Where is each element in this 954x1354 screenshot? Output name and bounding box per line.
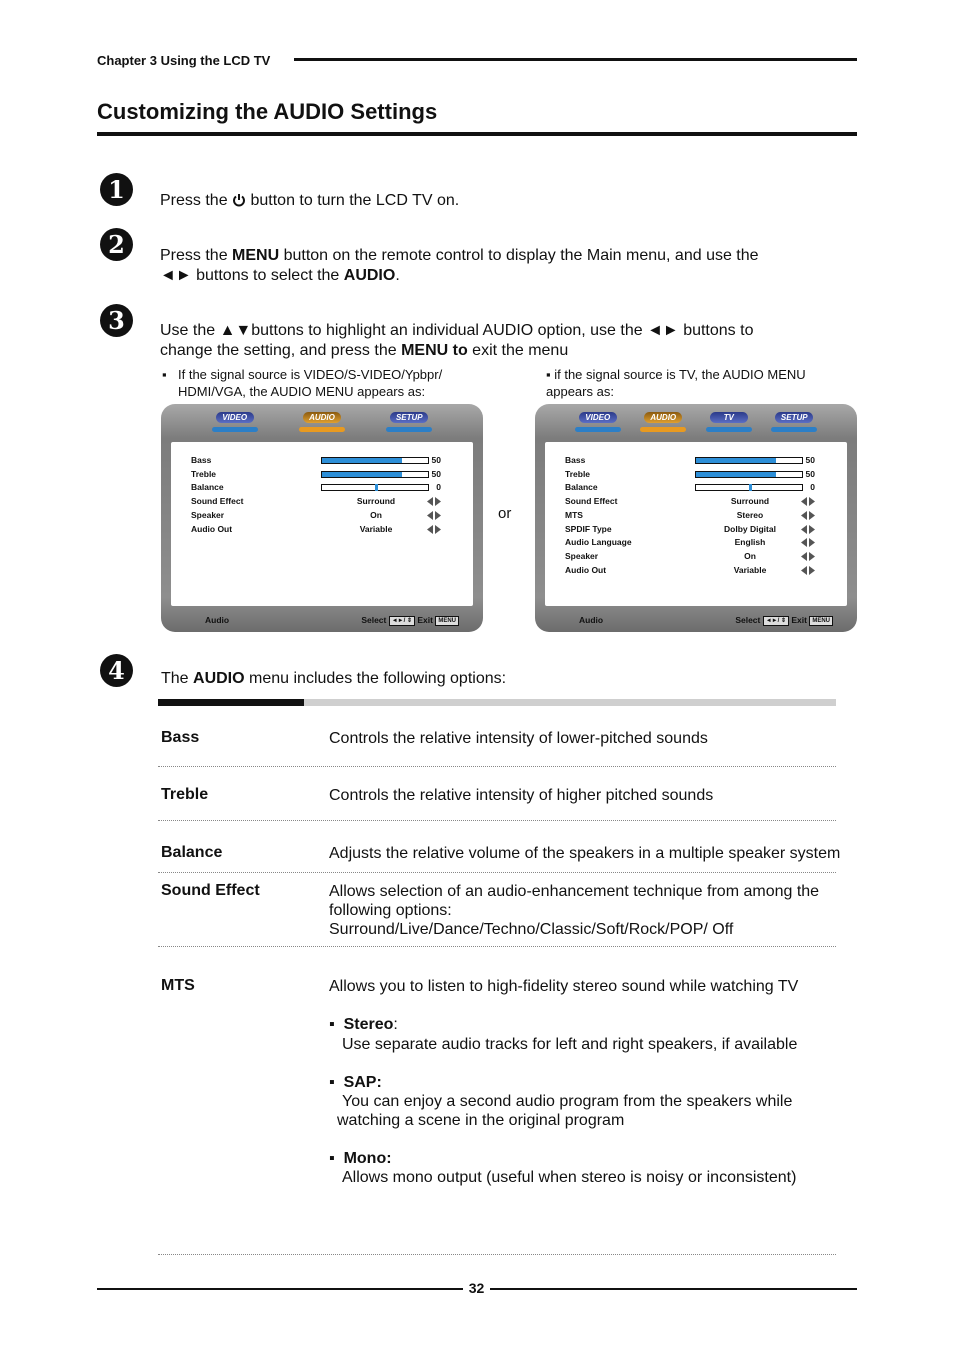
menu-row-label: Treble — [191, 468, 217, 479]
mts-sap-desc-1: You can enjoy a second audio program from the speakers while — [342, 1093, 793, 1110]
step-3-number: 3 — [100, 304, 133, 337]
table-header-bar-dark — [158, 699, 304, 706]
menu-row-label: Sound Effect — [565, 496, 618, 507]
menu-footer — [161, 609, 483, 629]
mts-mono: ▪ Mono: — [329, 1150, 392, 1167]
step-3-text: Use the ▲▼buttons to highlight an individual AUDIO option, use the ◄► buttons to change the setting, and press the MENU to exit the menu — [160, 322, 754, 359]
menu-row-value: Stereo — [736, 509, 764, 520]
mts-stereo: ▪ Stereo: — [329, 1016, 398, 1033]
footer-rule-left — [97, 1288, 463, 1290]
footer-rule-right — [490, 1288, 857, 1290]
desc-balance: Adjusts the relative volume of the speakers in a multiple speaker system — [329, 845, 841, 862]
desc-treble: Controls the relative intensity of higher pitched sounds — [329, 787, 714, 804]
menu-screen — [171, 442, 473, 606]
menu-tab-underline — [640, 427, 686, 432]
menu-tab-audio — [640, 410, 686, 436]
menu-row-label: Sound Effect — [191, 496, 244, 507]
menu-tab-label: VIDEO — [579, 412, 617, 423]
menu-tab-video — [575, 410, 621, 436]
menu-row-value: Variable — [733, 564, 767, 575]
menu-row-value: English — [734, 537, 766, 548]
menu-row — [565, 495, 827, 508]
menu-row — [191, 509, 453, 522]
menu-row-label: Balance — [565, 482, 598, 493]
menu-tab-underline — [386, 427, 432, 432]
left-right-arrows-icon — [801, 497, 815, 506]
menu-row-label: Audio Out — [191, 523, 233, 534]
slider-fill — [322, 458, 402, 463]
menu-tab-tv — [706, 410, 752, 436]
audio-menu-screenshot-av — [161, 404, 483, 632]
desc-bass: Controls the relative intensity of lower-pitched sounds — [329, 730, 708, 747]
options-intro: The AUDIO menu includes the following options: — [161, 670, 507, 687]
step-2-number: 2 — [100, 228, 133, 261]
note-bullet-left: ▪ — [162, 367, 167, 382]
title-rule — [97, 132, 857, 136]
or-label: or — [498, 505, 512, 522]
menu-tab-underline — [706, 427, 752, 432]
menu-tab-label: VIDEO — [216, 412, 254, 423]
slider-knob — [375, 484, 378, 491]
row-divider — [158, 820, 836, 821]
left-right-arrows-icon — [427, 497, 441, 506]
menu-row — [565, 481, 827, 494]
left-right-arrows-icon — [427, 511, 441, 520]
menu-row-label: Audio Out — [565, 564, 607, 575]
menu-tab-audio — [299, 410, 345, 436]
audio-menu-screenshot-tv — [535, 404, 857, 632]
power-icon — [232, 193, 246, 207]
desc-mts: Allows you to listen to high-fidelity stereo sound while watching TV — [329, 978, 799, 995]
menu-tabbar — [535, 410, 857, 440]
term-balance: Balance — [161, 844, 223, 861]
slider-knob — [749, 484, 752, 491]
slider-fill — [322, 472, 402, 477]
menu-tab-underline — [575, 427, 621, 432]
row-divider — [158, 872, 836, 873]
menu-row-value: 50 — [431, 455, 441, 465]
menu-footer-hints: Select ◄►/ ⇕ Exit MENU — [735, 615, 833, 626]
mts-sap-desc-2: watching a scene in the original program — [337, 1112, 625, 1129]
desc-sound-effect: Allows selection of an audio-enhancement technique from among the following options: Surround/Live/Dance/Techno/Classic/Soft/Rock/POP/ Off — [329, 883, 820, 938]
slider-fill — [696, 458, 776, 463]
menu-footer-title: Audio — [579, 615, 604, 625]
page-number: 32 — [468, 1280, 485, 1296]
menu-row-label: Audio Language — [565, 537, 632, 548]
table-header-bar-light — [304, 699, 836, 706]
row-divider — [158, 1254, 836, 1255]
menu-row-value: On — [744, 550, 756, 561]
step-1-post: button to turn the LCD TV on. — [246, 192, 460, 209]
term-treble: Treble — [161, 786, 209, 803]
chapter-label: Chapter 3 Using the LCD TV — [97, 53, 271, 68]
mts-stereo-desc: Use separate audio tracks for left and right speakers, if available — [342, 1036, 798, 1053]
menu-row — [191, 523, 453, 536]
menu-tab-label: AUDIO — [303, 412, 341, 423]
left-right-arrows-icon — [801, 566, 815, 575]
menu-tab-setup — [386, 410, 432, 436]
menu-row-label: MTS — [565, 509, 583, 520]
step-1-text — [160, 191, 459, 211]
row-divider — [158, 766, 836, 767]
menu-row-value: Surround — [356, 496, 396, 507]
menu-row-value: On — [370, 509, 382, 520]
left-right-arrows-icon — [801, 511, 815, 520]
left-right-arrows-icon — [801, 525, 815, 534]
menu-row-value: 0 — [436, 482, 441, 493]
menu-footer-title: Audio — [205, 615, 230, 625]
menu-row-label: Bass — [565, 455, 586, 465]
menu-tab-underline — [771, 427, 817, 432]
term-bass: Bass — [161, 729, 200, 746]
menu-row-value: 50 — [805, 468, 815, 479]
menu-footer-hints: Select ◄►/ ⇕ Exit MENU — [361, 615, 459, 626]
menu-row-value: Surround — [730, 496, 770, 507]
menu-row-value: 50 — [805, 455, 815, 465]
left-right-arrows-icon — [427, 525, 441, 534]
menu-row-value: Dolby Digital — [724, 523, 776, 534]
menu-row-label: Speaker — [565, 550, 599, 561]
menu-tabbar — [161, 410, 483, 440]
menu-row-value: Variable — [359, 523, 393, 534]
menu-tab-setup — [771, 410, 817, 436]
menu-tab-label: AUDIO — [644, 412, 682, 423]
note-left: If the signal source is VIDEO/S-VIDEO/Ypbpr/ HDMI/VGA, the AUDIO MENU appears as: — [178, 367, 443, 399]
menu-tab-label: SETUP — [390, 412, 428, 423]
menu-row-label: SPDIF Type — [565, 523, 612, 534]
mts-sap: ▪ SAP: — [329, 1074, 382, 1091]
menu-row — [191, 481, 453, 494]
menu-screen — [545, 442, 847, 606]
row-divider — [158, 946, 836, 947]
menu-row — [565, 550, 827, 563]
slider-fill — [696, 472, 776, 477]
step-1-number: 1 — [100, 173, 133, 206]
menu-row — [565, 564, 827, 577]
menu-row-label: Balance — [191, 482, 224, 493]
term-mts: MTS — [161, 977, 195, 994]
menu-row — [565, 536, 827, 549]
menu-row-label: Speaker — [191, 509, 225, 520]
note-right: ▪ if the signal source is TV, the AUDIO MENU appears as: — [546, 367, 806, 399]
term-sound-effect: Sound Effect — [161, 882, 260, 899]
menu-tab-video — [212, 410, 258, 436]
menu-tab-label: SETUP — [775, 412, 813, 423]
menu-tab-label: TV — [710, 412, 748, 423]
menu-row-label: Bass — [191, 455, 212, 465]
menu-row — [191, 468, 453, 481]
menu-row — [565, 523, 827, 536]
menu-row — [191, 454, 453, 467]
left-right-arrows-icon — [801, 552, 815, 561]
chapter-rule — [294, 58, 857, 61]
menu-tab-underline — [299, 427, 345, 432]
menu-row-value: 50 — [431, 468, 441, 479]
left-right-arrows-icon — [801, 538, 815, 547]
mts-mono-desc: Allows mono output (useful when stereo is noisy or inconsistent) — [342, 1169, 797, 1186]
menu-footer — [535, 609, 857, 629]
step-4-number: 4 — [100, 654, 133, 687]
page-title: Customizing the AUDIO Settings — [97, 99, 438, 124]
menu-tab-underline — [212, 427, 258, 432]
menu-row — [565, 454, 827, 467]
menu-row — [565, 468, 827, 481]
step-1-pre: Press the — [160, 192, 233, 209]
menu-row — [565, 509, 827, 522]
step-2-text: Press the MENU button on the remote control to display the Main menu, and use the ◄► buttons to select the AUDIO. — [160, 247, 759, 284]
menu-row — [191, 495, 453, 508]
menu-row-label: Treble — [565, 468, 591, 479]
menu-row-value: 0 — [810, 482, 815, 493]
